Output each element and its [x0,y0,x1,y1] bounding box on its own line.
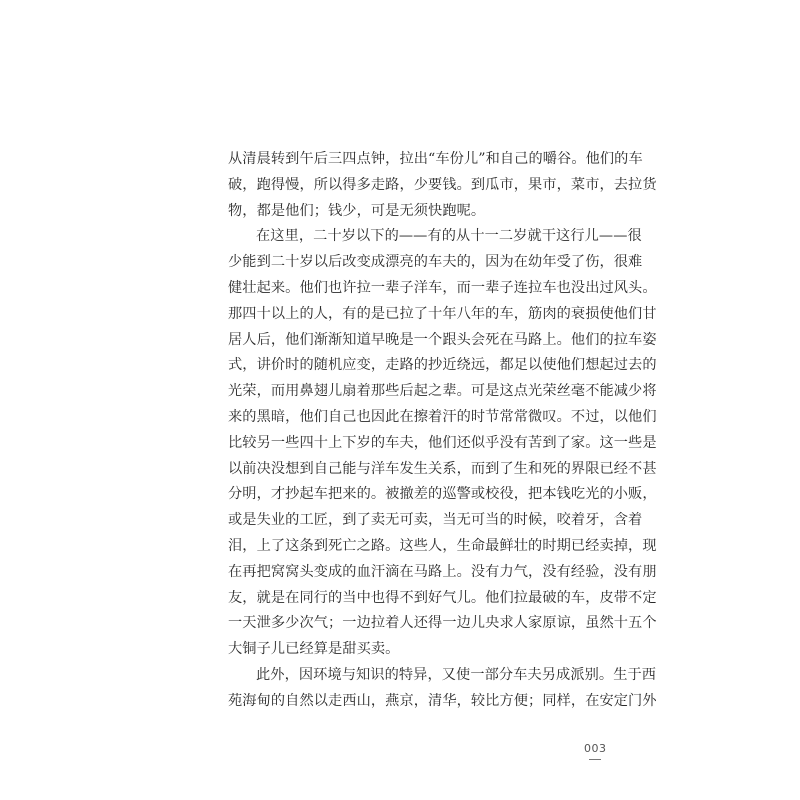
page-number-rule [589,759,601,760]
text-line: 大铜子儿已经算是甜买卖。 [228,641,400,658]
text-line: 那四十以上的人，有的是已拉了十年八年的车，筋肉的衰损使他们甘 [228,305,657,322]
text-line: 少能到二十岁以后改变成漂亮的车夫的，因为在幼年受了伤，很难 [228,254,643,271]
text-line: 来的黑暗，他们自己也因此在擦着汗的时节常常微叹。不过，以他们 [228,408,657,425]
page-number: 003 [584,742,607,755]
text-line: 或是失业的工匠，到了卖无可卖，当无可当的时候，咬着牙，含着 [228,512,643,529]
text-line: 泪，上了这条到死亡之路。这些人，生命最鲜壮的时期已经卖掉，现 [228,537,657,554]
text-line: 破，跑得慢，所以得多走路，少要钱。到瓜市，果市，菜市，去拉货 [228,176,657,193]
text-line: 在再把窝窝头变成的血汗滴在马路上。没有力气，没有经验，没有朋 [228,563,657,580]
text-line: 健壮起来。他们也许拉一辈子洋车，而一辈子连拉车也没出过风头。 [228,279,657,296]
text-line: 分明，才抄起车把来的。被撤差的巡警或校役，把本钱吃光的小贩， [228,486,657,503]
text-line: 苑海甸的自然以走西山，燕京，清华，较比方便；同样，在安定门外 [228,692,657,709]
body-text [228,147,657,715]
paragraph-first-line: 此外，因环境与知识的特异，又使一部分车夫另成派别。生于西 [256,666,657,683]
text-line: 从清晨转到午后三四点钟，拉出“车份儿”和自己的嚼谷。他们的车 [228,151,643,167]
text-line: 光荣，而用鼻翅儿扇着那些后起之辈。可是这点光荣丝毫不能减少将 [228,383,657,400]
text-line: 友，就是在同行的当中也得不到好气儿。他们拉最破的车，皮带不定 [228,589,657,606]
text-line: 物，都是他们；钱少，可是无须快跑呢。 [228,202,486,219]
text-line: 居人后，他们渐渐知道早晚是一个跟头会死在马路上。他们的拉车姿 [228,331,657,348]
paragraph-first-line: 在这里，二十岁以下的——有的从十一二岁就干这行儿——很 [256,228,642,245]
text-line: 式，讲价时的随机应变，走路的抄近绕远，都足以使他们想起过去的 [228,357,657,374]
text-line: 比较另一些四十上下岁的车夫，他们还似乎没有苦到了家。这一些是 [228,434,657,451]
text-line: 以前决没想到自己能与洋车发生关系，而到了生和死的界限已经不甚 [228,460,657,477]
text-line: 一天泄多少次气；一边拉着人还得一边儿央求人家原谅，虽然十五个 [228,615,657,632]
